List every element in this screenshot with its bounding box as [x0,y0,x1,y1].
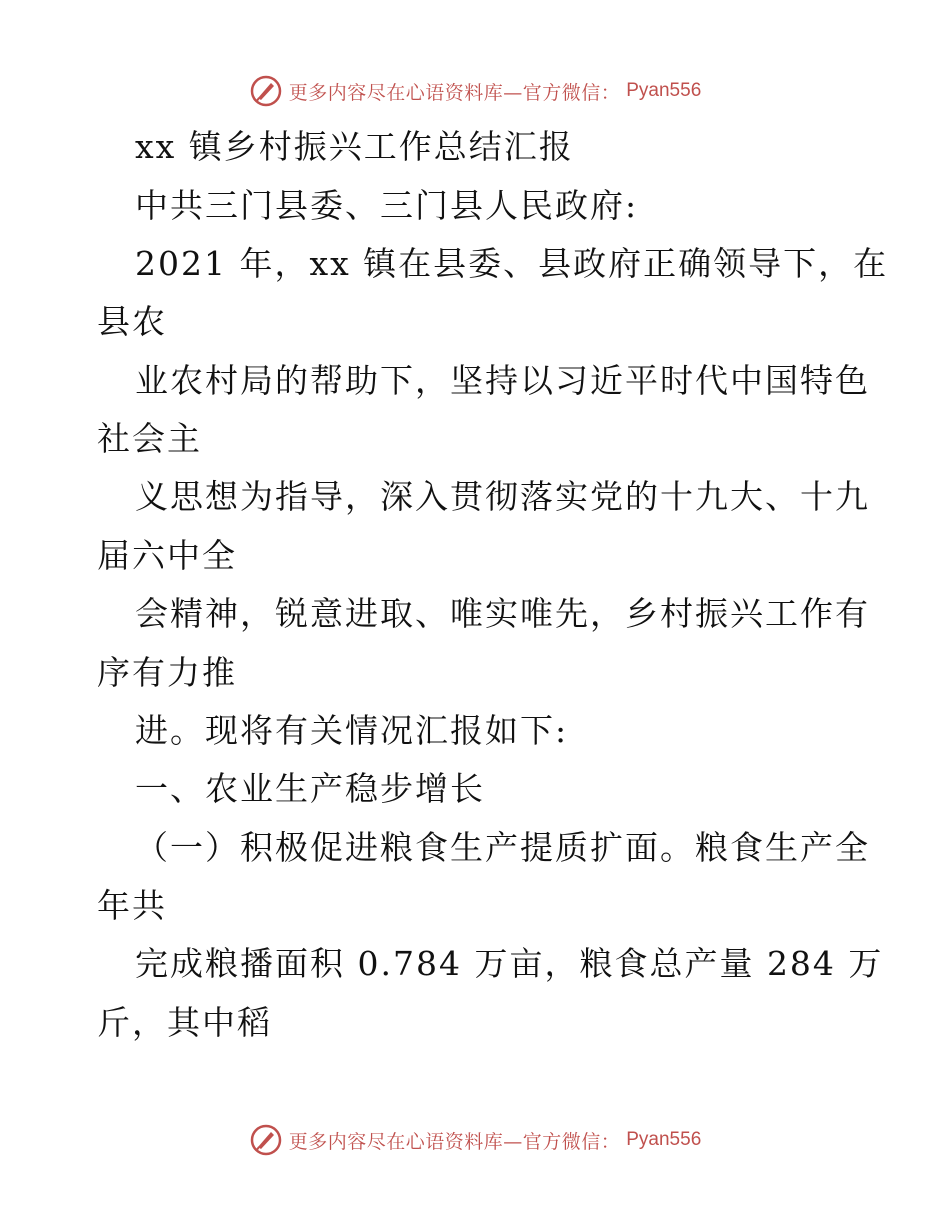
doc-paragraph-line: 进。现将有关情况汇报如下: [135,711,569,750]
watermark-wechat-id: Pyan556 [626,1129,702,1150]
feather-seal-icon [249,1123,283,1157]
doc-title: xx 镇乡村振兴工作总结汇报 [135,127,574,166]
doc-paragraph-line: 年共 [97,886,167,925]
doc-paragraph-line: 县农 [97,302,167,341]
feather-seal-icon [249,74,283,108]
watermark-text: 更多内容尽在心语资料库—官方微信： [288,1130,621,1153]
watermark-text: 更多内容尽在心语资料库—官方微信： [288,81,621,104]
footer-watermark [0,1120,950,1160]
doc-paragraph-line: 届六中全 [97,536,237,575]
doc-paragraph-line: 斤，其中稻 [97,1003,272,1042]
doc-salutation: 中共三门县委、三门县人民政府: [135,186,639,225]
doc-paragraph-line: 序有力推 [97,653,237,692]
header-watermark [0,71,950,111]
doc-paragraph-line: 完成粮播面积 0.784 万亩，粮食总产量 284 万 [135,944,884,983]
doc-paragraph-line: 义思想为指导，深入贯彻落实党的十九大、十九 [135,477,870,516]
section-heading: 一、农业生产稳步增长 [135,769,485,808]
doc-paragraph-line: 业农村局的帮助下，坚持以习近平时代中国特色 [135,361,870,400]
doc-paragraph-line: 会精神，锐意进取、唯实唯先，乡村振兴工作有 [135,594,870,633]
doc-paragraph-line: 社会主 [97,419,202,458]
subsection-heading: （一）积极促进粮食生产提质扩面。粮食生产全 [135,828,870,867]
doc-paragraph-line: 2021 年，xx 镇在县委、县政府正确领导下，在 [135,244,889,283]
watermark-wechat-id: Pyan556 [626,80,702,101]
